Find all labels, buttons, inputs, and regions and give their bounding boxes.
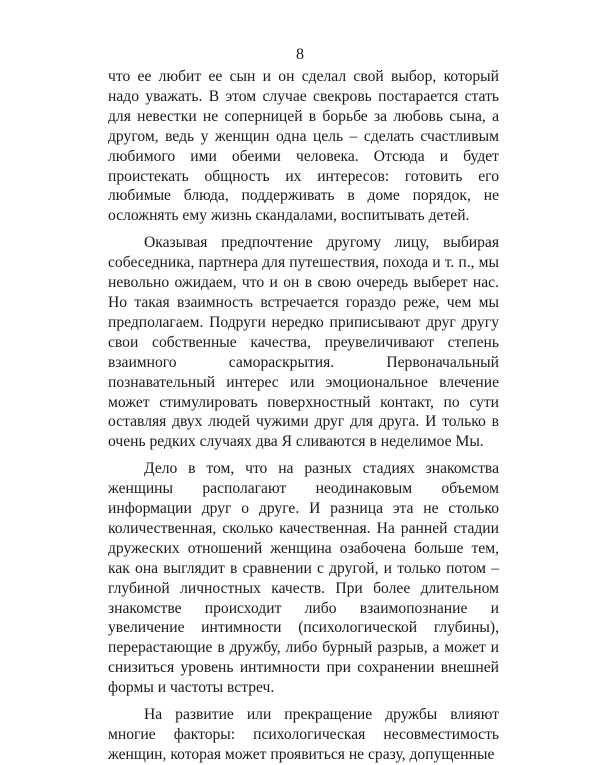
page-number: 8 [296, 46, 304, 63]
paragraph-2: Оказывая предпочтение другому лицу, выбирая собеседника, партнера для путешествия, похода и т. п., мы невольно ожидаем, что и он в свою очередь выберет нас. Но такая взаимность встречается гораздо реже, чем мы предполагаем. Подруги нередко приписывают друг другу свои собственные качества, преувеличивают степень взаимного самораскрытия. Первоначальный познавательный интерес или эмоциональное влечение может стимулировать поверхностный контакт, по сути оставляя двух людей чужими друг для друга. И только в очень редких случаях два Я сливаются в неделимое Мы. [108, 234, 499, 451]
paragraph-1: что ее любит ее сын и он сделал свой выбор, который надо уважать. В этом случае свекровь постарается стать для невестки не соперницей в борьбе за любовь сына, а другом, ведь у женщин одна цель – сделать счастливым любимого ими обеими человека. Отсюда и будет проистекать общность их интересов: готовить его любимые блюда, поддерживать в доме порядок, не осложнять ему жизнь скандалами, воспитывать детей. [108, 68, 499, 225]
paragraph-3: Дело в том, что на разных стадиях знакомства женщины располагают неодинаковым объемом информации друг о друге. И разница эта не столько количественная, сколько качественная. На ранней стадии дружеских отношений женщина озабочена больше тем, как она выглядит в сравнении с другой, и только потом – глубиной личностных качеств. При более длительном знакомстве происходит либо взаимопознание и увеличение интимности (психологической глубины), перерастающие в дружбу, либо бурный разрыв, а может и снизиться уровень интимности при сохранении внешней формы и частоты встреч. [108, 460, 499, 697]
text-body [108, 67, 499, 765]
paragraph-4: На развитие или прекращение дружбы влияют многие факторы: психологическая несовместимость женщин, которая может проявиться не сразу, допущенные [108, 706, 499, 763]
